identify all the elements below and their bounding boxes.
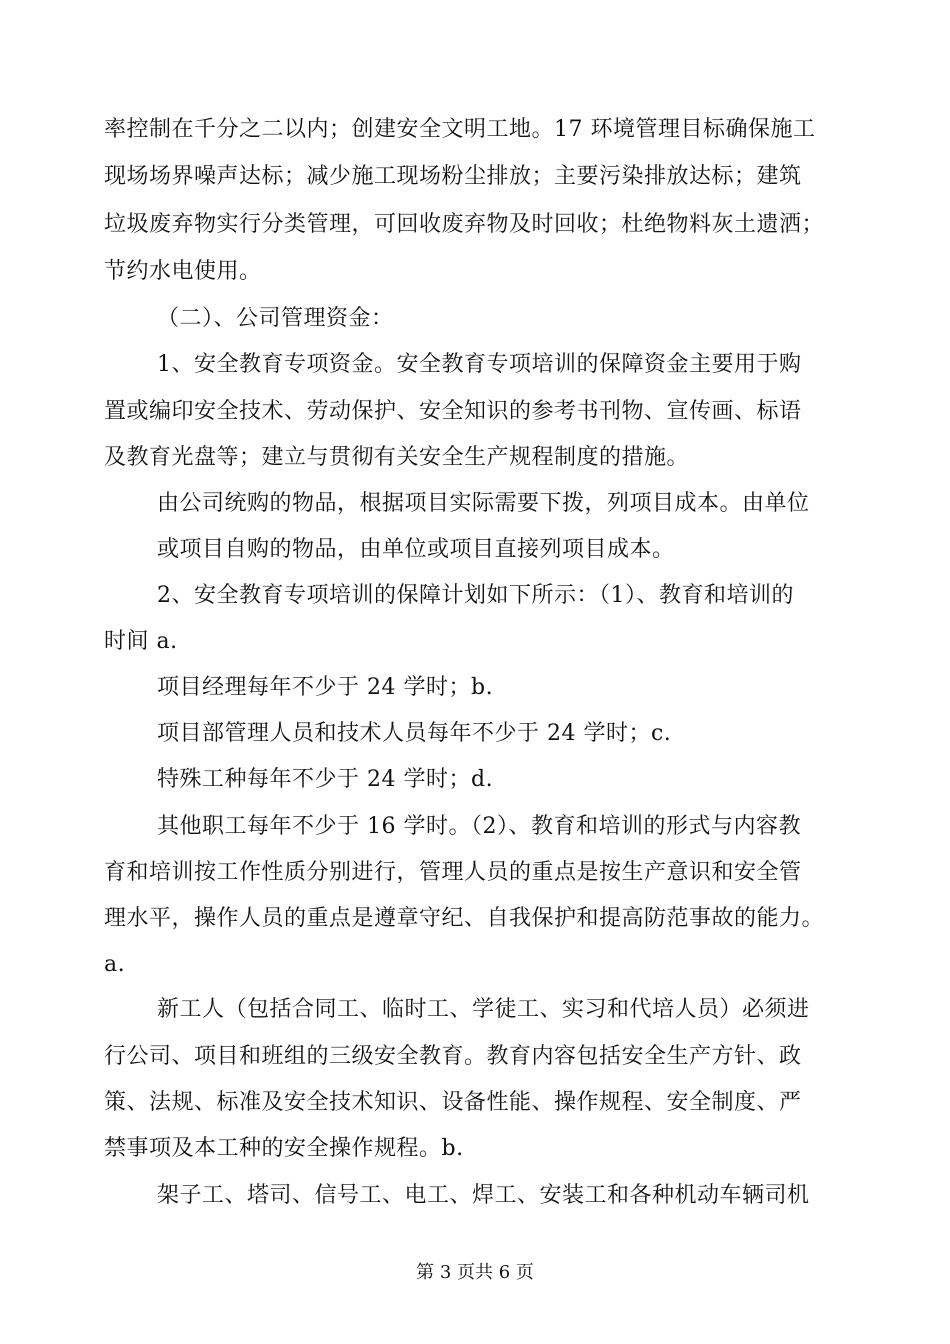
text-line: 架子工、塔司、信号工、电工、焊工、安装工和各种机动车辆司机 [157,1183,810,1208]
text-line: 育和培训按工作性质分别进行，管理人员的重点是按生产意识和安全管 [104,860,802,885]
text-line: 特殊工种每年不少于 24 学时；d. [157,767,494,792]
text-line: 置或编印安全技术、劳动保护、安全知识的参考书刊物、宣传画、标语 [104,399,802,424]
text-line: 策、法规、标准及安全技术知识、设备性能、操作规程、安全制度、严 [104,1090,802,1115]
text-line: 率控制在千分之二以内；创建安全文明工地。17 环境管理目标确保施工 [104,117,816,142]
text-line: 1、安全教育专项资金。安全教育专项培训的保障资金主要用于购 [157,352,802,377]
text-line: 禁事项及本工种的安全操作规程。b. [104,1136,464,1161]
text-line: 其他职工每年不少于 16 学时。（2）、教育和培训的形式与内容教 [157,814,801,839]
text-line: 项目部管理人员和技术人员每年不少于 24 学时；c. [157,721,672,746]
text-line: 由公司统购的物品，根据项目实际需要下拨，列项目成本。由单位 [157,491,810,516]
text-line: 及教育光盘等；建立与贯彻有关安全生产规程制度的措施。 [104,445,690,470]
text-line: 新工人（包括合同工、临时工、学徒工、实习和代培人员）必须进 [157,997,810,1022]
text-line: 垃圾废弃物实行分类管理，可回收废弃物及时回收；杜绝物料灰土遗洒； [104,212,825,237]
text-line: 项目经理每年不少于 24 学时；b. [157,675,494,700]
text-line: 行公司、项目和班组的三级安全教育。教育内容包括安全生产方针、政 [104,1044,802,1069]
section-heading: （二）、公司管理资金： [157,306,394,331]
text-line: 节约水电使用。 [104,259,262,284]
text-line: a. [104,952,126,977]
text-line: 现场场界噪声达标；减少施工现场粉尘排放；主要污染排放达标；建筑 [104,164,802,189]
page-number-footer: 第 3 页共 6 页 [416,1262,534,1283]
text-line: 2、安全教育专项培训的保障计划如下所示：（1）、教育和培训的 [157,583,794,608]
text-line: 理水平，操作人员的重点是遵章守纪、自我保护和提高防范事故的能力。 [104,906,825,931]
text-line: 或项目自购的物品，由单位或项目直接列项目成本。 [157,537,675,562]
text-line: 时间 a. [104,629,178,654]
